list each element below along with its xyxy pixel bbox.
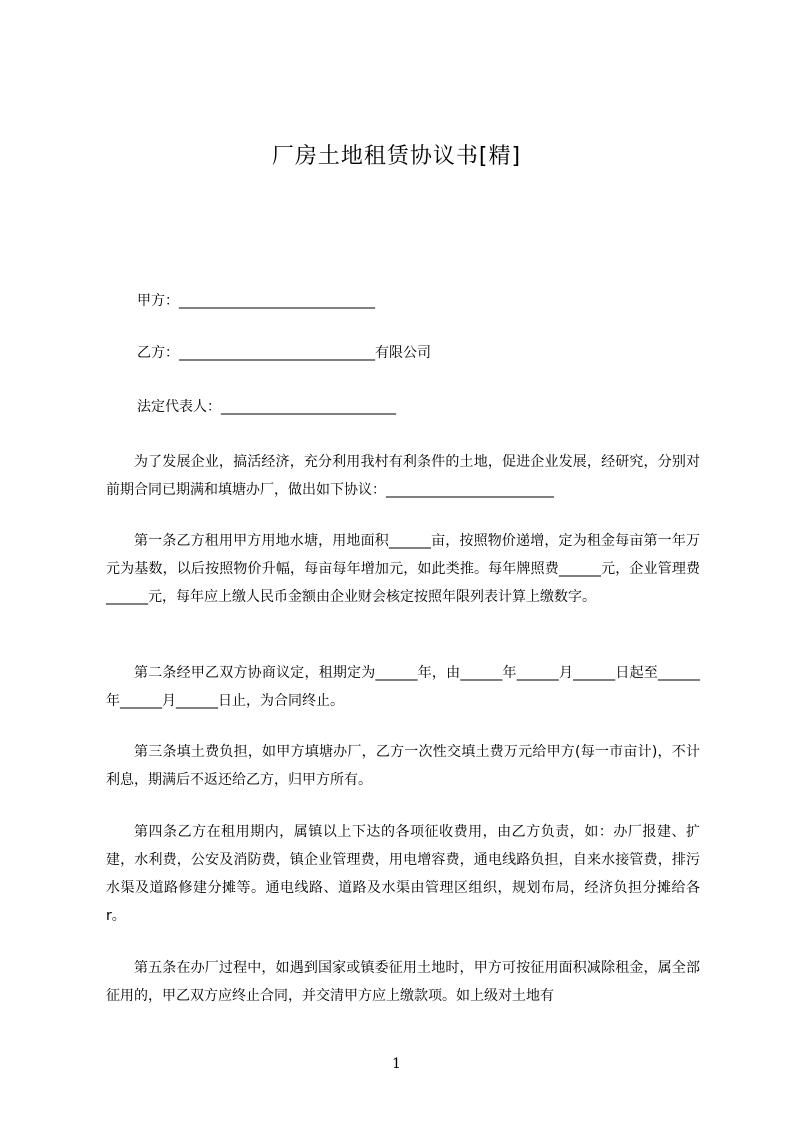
legal-representative-line: 法定代表人：_________________________	[137, 399, 396, 415]
article-3-paragraph	[106, 738, 700, 794]
article-4-paragraph	[106, 818, 700, 930]
page-number: 1	[392, 1056, 401, 1072]
article-2-paragraph	[106, 659, 700, 715]
paragraph-text: 为了发展企业，搞活经济，充分利用我村有利条件的土地，促进企业发展，经研究，分别对前期合同已期满和填塘办厂，做出如下协议：________________________	[106, 454, 700, 498]
paragraph-text: 第一条乙方租用甲方用地水塘，用地面积______亩，按照物价递增，定为租金每亩第一年万元为基数，以后按照物价升幅，每亩每年增加元，如此类推。每年牌照费______元，企业管理费______元，每年应上缴人民币金额由企业财会核定按照年限列表计算上缴数字。	[106, 533, 700, 605]
article-5-paragraph	[106, 954, 700, 1010]
paragraph-text: 第二条经甲乙双方协商议定，租期定为______年，由______年______月______日起至______年______月______日止，为合同终止。	[106, 665, 700, 709]
article-1-paragraph	[106, 527, 700, 611]
party-b-line: 乙方：____________________________有限公司	[137, 345, 431, 361]
intro-paragraph	[106, 448, 700, 504]
document-title: 厂房土地租赁协议书[精]	[271, 144, 522, 169]
paragraph-text: 第五条在办厂过程中，如遇到国家或镇委征用土地时，甲方可按征用面积减除租金，属全部征用的，甲乙双方应终止合同，并交清甲方应上缴款项。如上级对土地有	[106, 960, 700, 1004]
party-a-line: 甲方：____________________________	[137, 293, 375, 309]
paragraph-text: 第三条填土费负担，如甲方填塘办厂，乙方一次性交填土费万元给甲方(每一市亩计)，不计利息，期满后不返还给乙方，归甲方所有。	[106, 744, 700, 788]
paragraph-text: 第四条乙方在租用期内，属镇以上下达的各项征收费用，由乙方负责，如：办厂报建、扩建，水利费，公安及消防费，镇企业管理费，用电增容费，通电线路负担，自来水接管费，排污水渠及道路修建分摊等。通电线路、道路及水渠由管理区组织，规划布局，经济负担分摊给各 r。	[106, 824, 700, 924]
